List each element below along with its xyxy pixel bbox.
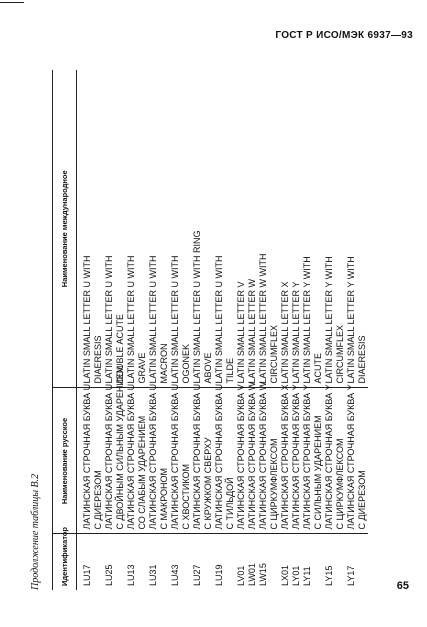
identifier-cell [324,534,346,590]
identifier-cell [104,534,126,590]
identifier-cell [126,534,148,590]
identifier-cell [214,534,236,590]
identifier-line: LX01 [280,564,290,586]
international-name-cell [104,70,126,388]
identifier-line: LW15 [258,563,268,586]
international-name-line: LATIN SMALL LETTER U WITH RING [192,230,202,384]
identifier-line: LY01 [291,565,301,586]
international-name-line: LATIN SMALL LETTER Y WITH [346,256,356,384]
identifier-cell [170,534,192,590]
international-name-line: CIRCUMFLEX [335,324,345,384]
international-name-line: TILDE [225,357,235,384]
table-row [148,70,170,590]
table-header-row [53,70,77,590]
identifier-line: LW01 [247,563,257,586]
russian-name-line: С ЦИРКУМФЛЕКСОМ [335,438,345,530]
international-name-cell [346,70,368,388]
table-row [236,70,280,590]
russian-name-cell [192,383,214,534]
international-name-line: LATIN SMALL LETTER W WITH [258,253,268,384]
russian-name-line: С МАКРОНОМ [159,467,169,530]
table-row [77,70,105,590]
russian-name-line: ЛАТИНСКАЯ СТРОЧНАЯ БУКВА Y [324,384,334,530]
table-row [346,70,368,590]
russian-name-cell [280,384,324,534]
international-name-line: LATIN SMALL LETTER U WITH [82,255,92,384]
russian-name-line: С КРУЖКОМ СВЕРХУ [203,437,213,530]
russian-name-cell [346,384,368,534]
identifier-line: LV01 [236,565,246,586]
russian-name-line: ЛАТИНСКАЯ СТРОЧНАЯ БУКВА U [126,383,136,530]
table-body [77,70,369,590]
international-name-cell [126,70,148,388]
international-name-line: DIAERESIS [357,335,367,384]
international-name-line: DOUBLE ACUTE [115,313,125,384]
column-header-identifier: Идентификатор [53,534,77,590]
russian-name-line: С СИЛЬНЫМ УДАРЕНИЕМ [313,415,323,530]
international-name-line: LATIN SMALL LETTER X [280,281,290,384]
russian-name-cell [126,383,148,534]
table-continuation-label: Продолжение таблицы В.2 [30,473,41,590]
russian-name-cell [236,381,280,534]
international-name-line: LATIN SMALL LETTER Y [291,281,301,384]
international-name-line: MACRON [159,343,169,384]
russian-name-cell [148,383,170,534]
russian-name-line: С ЦИРКУМФЛЕКСОМ [269,438,279,530]
russian-name-line: С ДВОЙНЫМ СИЛЬНЫМ УДАРЕНИЕМ [115,365,125,530]
russian-name-line: ЛАТИНСКАЯ СТРОЧНАЯ БУКВА U [82,383,92,530]
international-name-cell [236,70,280,388]
column-header-russian-name: Наименование русское [53,388,77,534]
international-name-line: LATIN SMALL LETTER W [247,278,257,384]
table-row [170,70,192,590]
russian-name-cell [104,365,126,534]
russian-name-cell [170,383,192,534]
russian-name-line: СО СЛАБЫМ УДАРЕНИЕМ [137,415,147,530]
table-row [126,70,148,590]
international-name-cell [170,70,192,388]
russian-name-cell [324,384,346,534]
rotated-table-area [30,70,365,590]
international-name-line: LATIN SMALL LETTER U WITH [214,255,224,384]
international-name-line: LATIN SMALL LETTER U WITH [104,255,114,384]
identifier-cell [236,534,280,590]
corner-rule [0,2,24,3]
international-name-cell [214,70,236,388]
russian-name-line: С ТИЛЬДОЙ [225,477,235,530]
table-row [214,70,236,590]
table-row [192,70,214,590]
table-row [280,70,324,590]
identifier-line: LY11 [302,566,312,586]
international-name-line: LATIN SMALL LETTER Y WITH [324,256,334,384]
identifier-line: LU43 [170,564,180,586]
international-name-line: ABOVE [203,352,213,384]
russian-name-line: ЛАТИНСКАЯ СТРОЧНАЯ БУКВА X [280,384,290,530]
page-number: 65 [396,580,409,592]
russian-name-line: ЛАТИНСКАЯ СТРОЧНАЯ БУКВА U [148,383,158,530]
identifier-line: LU17 [82,564,92,586]
identifier-line: LY15 [324,565,334,586]
russian-name-line: С ДИЕРЕЗОМ [93,470,103,530]
identifier-line: LU19 [214,564,224,586]
international-name-line: GRAVE [137,352,147,384]
international-name-cell [324,70,346,388]
russian-name-line: ЛАТИНСКАЯ СТРОЧНАЯ БУКВА U [192,383,202,530]
russian-name-cell [77,383,105,534]
identifier-line: LU13 [126,564,136,586]
russian-name-line: ЛАТИНСКАЯ СТРОЧНАЯ БУКВА Y [302,384,312,530]
identifier-line: LU25 [104,564,114,586]
russian-name-line: ЛАТИНСКАЯ СТРОЧНАЯ БУКВА U [214,383,224,530]
russian-name-line: С ДИЕРЕЗОМ [357,470,367,530]
international-name-line: OGONEK [181,343,191,384]
international-name-line: LATIN SMALL LETTER V [236,281,246,384]
russian-name-line: ЛАТИНСКАЯ СТРОЧНАЯ БУКВА W [247,381,257,530]
column-header-international-name: Наименование международное [53,70,77,388]
russian-name-cell [214,383,236,534]
standard-header: ГОСТ Р ИСО/МЭК 6937—93 [275,30,413,41]
identifier-cell [346,534,368,590]
identifier-cell [280,534,324,590]
identifier-line: LU27 [192,564,202,586]
international-name-line: DIAERESIS [93,335,103,384]
table-row [324,70,346,590]
russian-name-line: ЛАТИНСКАЯ СТРОЧНАЯ БУКВА U [170,383,180,530]
identifier-cell [148,534,170,590]
international-name-line: LATIN SMALL LETTER U WITH [148,255,158,384]
international-name-line: LATIN SMALL LETTER U WITH [170,255,180,384]
international-name-cell [77,70,105,388]
identifier-cell [77,534,105,590]
international-name-cell [280,70,324,388]
international-name-line: LATIN SMALL LETTER U WITH [126,255,136,384]
international-name-cell [192,70,214,388]
international-name-cell [148,70,170,388]
russian-name-line: ЛАТИНСКАЯ СТРОЧНАЯ БУКВА V [236,384,246,530]
russian-name-line: ЛАТИНСКАЯ СТРОЧНАЯ БУКВА Y [346,384,356,530]
international-name-line: CIRCUMFLEX [269,324,279,384]
identifier-cell [192,534,214,590]
russian-name-line: ЛАТИНСКАЯ СТРОЧНАЯ БУКВА W [258,381,268,530]
russian-name-line: ЛАТИНСКАЯ СТРОЧНАЯ БУКВА U [104,383,114,530]
table-row [104,70,126,590]
international-name-line: ACUTE [313,352,323,384]
russian-name-line: С ХВОСТИКОМ [181,463,191,530]
international-name-line: LATIN SMALL LETTER Y WITH [302,256,312,384]
identifier-line: LU31 [148,564,158,586]
identifier-table [52,70,368,590]
identifier-line: LY17 [346,565,356,586]
russian-name-line: ЛАТИНСКАЯ СТРОЧНАЯ БУКВА Y [291,384,301,530]
